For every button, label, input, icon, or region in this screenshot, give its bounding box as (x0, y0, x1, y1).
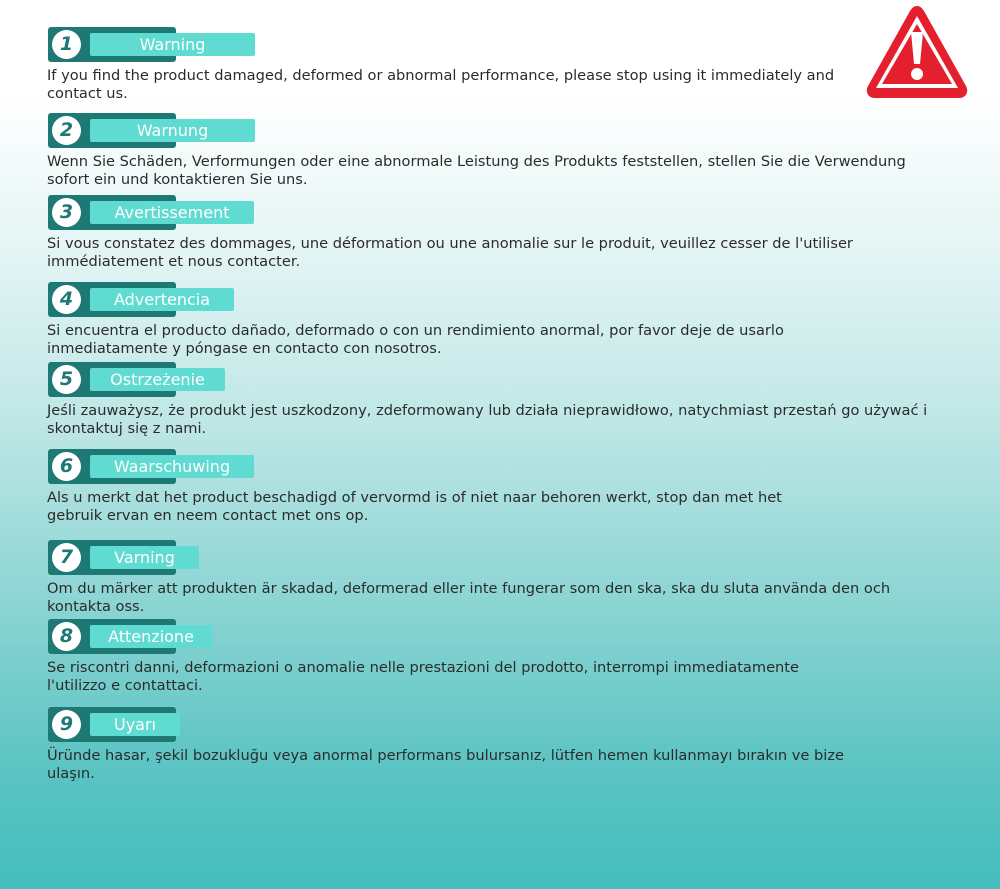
item-number: 9 (52, 710, 81, 739)
item-number: 7 (52, 543, 81, 572)
warning-item-4 (47, 282, 947, 358)
warning-badge (47, 362, 367, 397)
warning-text: Si vous constatez des dommages, une déformation ou une anomalie sur le produit, veuillez cesser de l'utiliser immédiatement et nous contacter. (47, 235, 853, 270)
item-number: 2 (52, 116, 81, 145)
warning-text: Jeśli zauważysz, że produkt jest uszkodzony, zdeformowany lub działa nieprawidłowo, natychmiast przestań go używać i skontaktuj się z nami. (47, 402, 928, 437)
warning-badge (47, 707, 367, 742)
warning-text: Wenn Sie Schäden, Verformungen oder eine abnormale Leistung des Produkts feststellen, stellen Sie die Verwendung sofort ein und kontaktieren Sie uns. (47, 153, 906, 188)
warning-label: Avertissement (90, 201, 254, 224)
item-number: 1 (52, 30, 81, 59)
warning-item-1 (47, 27, 947, 103)
warning-badge (47, 540, 367, 575)
warning-item-7 (47, 540, 947, 616)
warning-text: Si encuentra el producto dañado, deformado o con un rendimiento anormal, por favor deje de usarlo inmediatamente y póngase en contacto con nosotros. (47, 322, 784, 357)
warning-item-5 (47, 362, 947, 438)
warning-badge (47, 282, 367, 317)
item-number: 3 (52, 198, 81, 227)
warning-label: Attenzione (90, 625, 212, 648)
warning-item-8 (47, 619, 947, 695)
warning-text: If you find the product damaged, deformed or abnormal performance, please stop using it immediately and contact us. (47, 67, 835, 102)
item-number: 8 (52, 622, 81, 651)
warning-badge (47, 27, 367, 62)
item-number: 4 (52, 285, 81, 314)
warning-label: Warnung (90, 119, 255, 142)
warning-label: Ostrzeżenie (90, 368, 225, 391)
item-number: 5 (52, 365, 81, 394)
warning-badge (47, 113, 367, 148)
warning-label: Waarschuwing (90, 455, 254, 478)
warning-label: Varning (90, 546, 199, 569)
warning-text: Üründe hasar, şekil bozukluğu veya anormal performans bulursanız, lütfen hemen kullanmayı bırakın ve bize ulaşın. (47, 747, 844, 782)
warning-label: Advertencia (90, 288, 234, 311)
warning-item-3 (47, 195, 947, 271)
warning-badge (47, 449, 367, 484)
warning-item-6 (47, 449, 947, 525)
warning-badge (47, 195, 367, 230)
warning-badge (47, 619, 367, 654)
item-number: 6 (52, 452, 81, 481)
warning-text: Se riscontri danni, deformazioni o anomalie nelle prestazioni del prodotto, interrompi immediatamente l'utilizzo e contattaci. (47, 659, 800, 694)
warning-text: Om du märker att produkten är skadad, deformerad eller inte fungerar som den ska, ska du sluta använda den och kontakta oss. (47, 580, 891, 615)
warning-label: Warning (90, 33, 255, 56)
warning-text: Als u merkt dat het product beschadigd of vervormd is of niet naar behoren werkt, stop dan met het gebruik ervan en neem contact met ons op. (47, 489, 782, 524)
warning-item-9 (47, 707, 947, 783)
warning-label: Uyarı (90, 713, 180, 736)
warning-item-2 (47, 113, 947, 189)
